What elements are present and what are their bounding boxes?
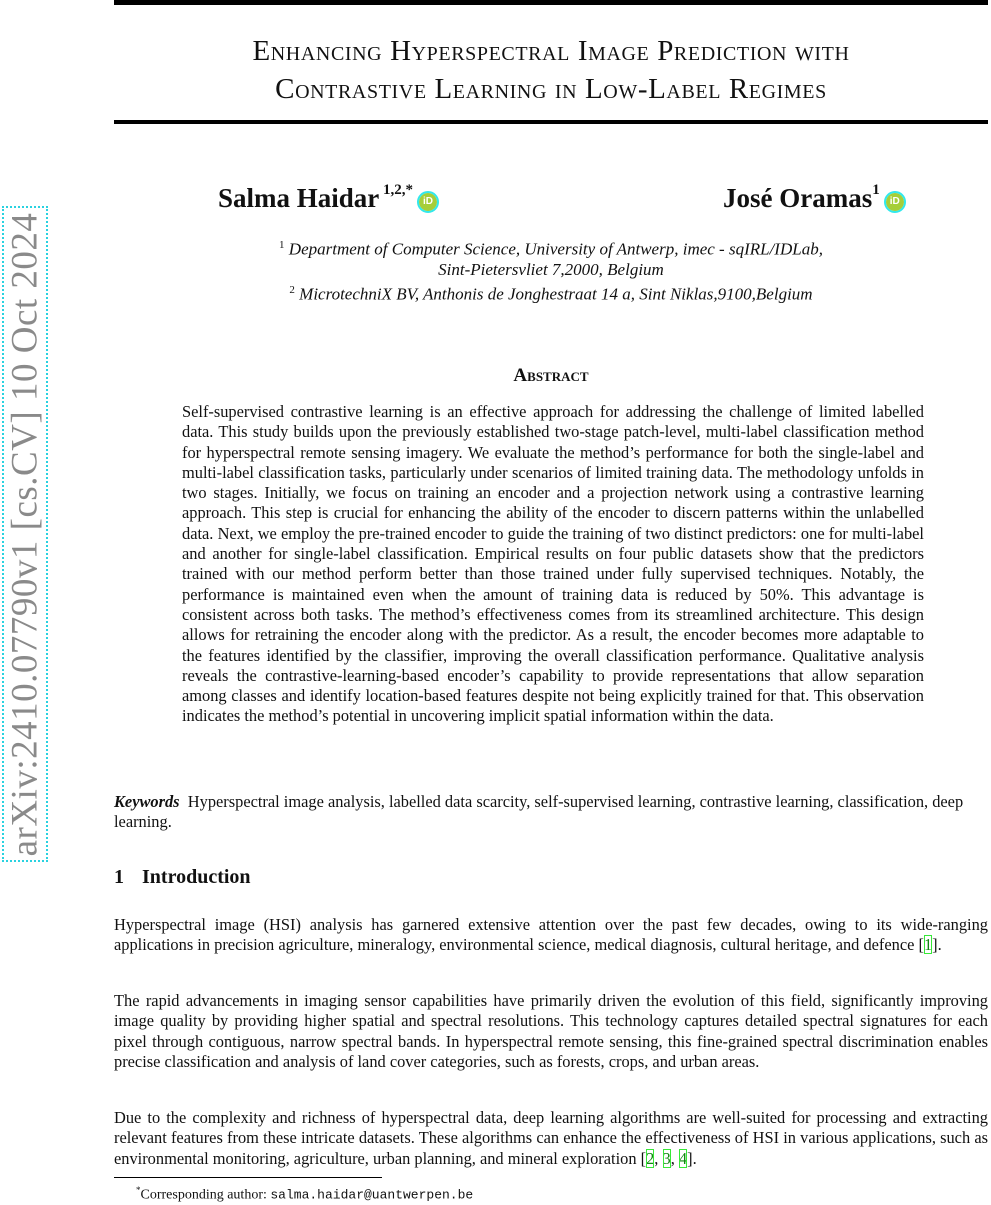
footnote-rule <box>114 1177 382 1178</box>
title-line-2: Contrastive Learning in Low-Label Regimes <box>275 73 827 105</box>
author-name: José Oramas <box>723 183 873 213</box>
author-affiliation-marks: 1,2,* <box>379 182 414 198</box>
affiliation-1-line-2: Sint-Pietersvliet 7,2000, Belgium <box>438 259 664 279</box>
abstract-heading: Abstract <box>513 365 589 386</box>
arxiv-identifier-stamp[interactable] <box>2 206 48 862</box>
abstract-body: Self-supervised contrastive learning is an effective approach for addressing the challenge of limited labelled data. This study builds upon the previously established two-stage patch-level, multi-label classification method for hyperspectral remote sensing imagery. We evaluate the method’s performance for both the single-label and multi-label classification tasks, particularly under scenarios of limited training data. The methodology unfolds in two stages. Initially, we focus on training an encoder and a projection network using a contrastive learning approach. This step is crucial for enhancing the ability of the encoder to discern patterns within the unlabelled data. Next, we employ the pre-trained encoder to guide the training of two distinct predictors: one for multi-label and another for single-label classification. Empirical results on four public datasets show that the predictors trained with our method perform better than those trained under fully supervised techniques. Notably, the performance is maintained even when the amount of training data is reduced by 50%. This advantage is consistent across both tasks. The method’s effectiveness comes from its streamlined architecture. This design allows for retraining the encoder along with the predictor. As a result, the encoder becomes more adaptable to the features identified by the classifier, improving the overall classification performance. Qualitative analysis reveals the contrastive-learning-based encoder’s capability to provide representations that allow separation among classes and identify location-based features despite not being explicitly trained for that. This observation indicates the method’s potential in uncovering implicit spatial information within the data. <box>182 402 924 726</box>
affiliations <box>114 235 988 304</box>
title-top-rule <box>114 0 988 5</box>
affiliation-2: $^2$ MicrotechniX BV, Anthonis de Jonghestraat 14 a, Sint Niklas,9100,Belgium <box>289 283 813 304</box>
arxiv-identifier-text: arXiv:2410.07790v1 [cs.CV] 10 Oct 2024 <box>4 212 46 856</box>
orcid-icon[interactable]: iD <box>419 193 437 211</box>
citation-link[interactable]: 2 <box>646 1148 655 1168</box>
intro-paragraph-1: Hyperspectral image (HSI) analysis has garnered extensive attention over the past few decades, owing to its wide-ranging applications in precision agriculture, mineralogy, environmental science, medical diagnosis, cultural heritage, and defence [1]. <box>114 915 988 955</box>
orcid-icon[interactable]: iD <box>886 193 904 211</box>
intro-paragraph-2: The rapid advancements in imaging sensor capabilities have primarily driven the evolution of this field, significantly improving image quality by providing higher spatial and spectral resolutions. This technology captures detailed spectral signatures for each pixel through contiguous, narrow spectral bands. In hyperspectral remote sensing, this fine-grained spectral discrimination enables precise classification and analysis of land cover categories, such as forests, crops, and urban areas. <box>114 991 988 1071</box>
paper-title <box>114 32 988 108</box>
citation-link[interactable]: 1 <box>923 935 933 955</box>
footnote-corresponding-author: *Corresponding author: salma.haidar@uantwerpen.be <box>136 1185 474 1203</box>
citation-link[interactable]: 4 <box>678 1148 688 1168</box>
title-line-1: Enhancing Hyperspectral Image Prediction with <box>252 35 850 67</box>
section-heading-introduction <box>114 866 251 889</box>
section-number: 1 <box>114 866 124 888</box>
keywords-text: Hyperspectral image analysis, labelled data scarcity, self-supervised learning, contrastive learning, classification, deep learning. <box>114 792 964 832</box>
title-bottom-rule <box>114 120 988 124</box>
keywords <box>114 792 974 833</box>
author-salma-haidar <box>218 182 437 214</box>
author-affiliation-marks: 1 <box>872 182 880 198</box>
author-name: Salma Haidar <box>218 183 380 213</box>
intro-paragraph-3: Due to the complexity and richness of hyperspectral data, deep learning algorithms are well-suited for processing and extracting relevant features from these intricate datasets. These algorithms can enhance the effectiveness of HSI in various applications, such as environmental monitoring, agriculture, urban planning, and mineral exploration [2, 3, 4]. <box>114 1108 988 1168</box>
author-jose-oramas <box>723 182 904 214</box>
section-title: Introduction <box>142 866 251 888</box>
keywords-label: Keywords <box>114 792 180 811</box>
citation-link[interactable]: 3 <box>662 1148 671 1168</box>
affiliation-1-line-1: $^1$ Department of Computer Science, University of Antwerp, imec - sqIRL/IDLab, <box>279 239 823 259</box>
author-email[interactable]: salma.haidar@uantwerpen.be <box>270 1187 474 1203</box>
